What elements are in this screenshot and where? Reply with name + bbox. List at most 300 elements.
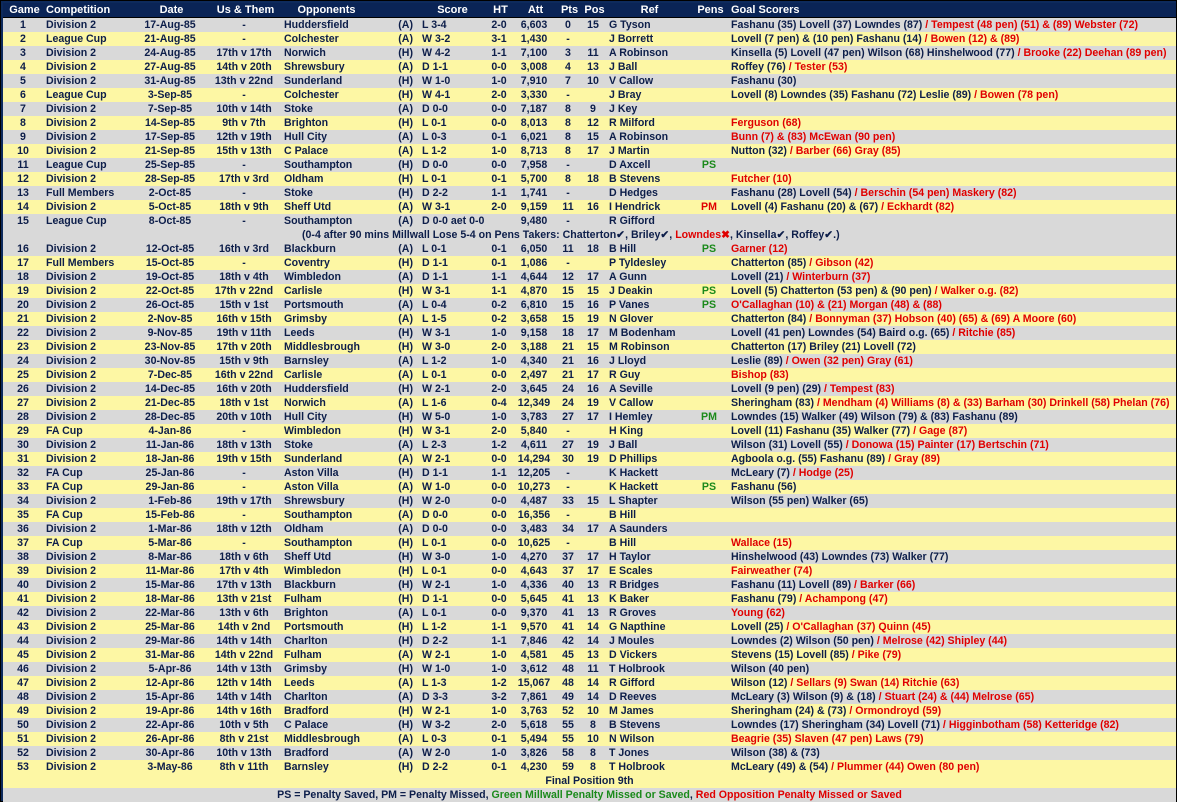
position	[580, 186, 606, 200]
goal-scorers	[728, 116, 1176, 130]
referee: J Bray	[606, 88, 690, 102]
opponent: Huddersfield	[284, 18, 366, 33]
millwall-scorers: Fashanu (56)	[731, 481, 797, 493]
goal-scorers	[728, 494, 1176, 508]
score: D 0-0	[416, 508, 486, 522]
game-number: 29	[3, 424, 43, 438]
col-opponents: Opponents	[284, 3, 366, 18]
points: 11	[556, 242, 580, 256]
match-row	[3, 466, 1176, 480]
score: W 2-1	[416, 578, 486, 592]
opponent: Bradford	[284, 746, 366, 760]
venue: (A)	[366, 690, 416, 704]
us-them: 13th v 22nd	[204, 74, 284, 88]
competition: FA Cup	[43, 466, 136, 480]
date: 1-Feb-86	[136, 494, 204, 508]
match-row	[3, 46, 1176, 60]
referee: D Reeves	[606, 690, 690, 704]
venue: (H)	[366, 578, 416, 592]
game-number: 16	[3, 242, 43, 256]
us-them: 15th v 13th	[204, 144, 284, 158]
venue: (A)	[366, 18, 416, 33]
date: 30-Apr-86	[136, 746, 204, 760]
competition: Division 2	[43, 382, 136, 396]
position: 8	[580, 718, 606, 732]
attendance: 12,349	[512, 396, 556, 410]
millwall-scorers: Fashanu (11) Lovell (89)	[731, 579, 852, 591]
goal-scorers	[728, 508, 1176, 522]
position: 14	[580, 634, 606, 648]
points: 37	[556, 564, 580, 578]
venue: (A)	[366, 214, 416, 228]
position: 19	[580, 396, 606, 410]
pens	[690, 256, 728, 270]
competition: Division 2	[43, 718, 136, 732]
competition: Division 2	[43, 634, 136, 648]
pens	[690, 340, 728, 354]
note-t1: ✔	[616, 229, 626, 241]
score: L 0-1	[416, 606, 486, 620]
opponent: Brighton	[284, 116, 366, 130]
match-row	[3, 396, 1176, 410]
match-row	[3, 634, 1176, 648]
game-number: 35	[3, 508, 43, 522]
attendance: 4,340	[512, 354, 556, 368]
pens	[690, 718, 728, 732]
attendance: 6,603	[512, 18, 556, 33]
us-them: 18th v 12th	[204, 522, 284, 536]
half-time: 2-0	[486, 88, 512, 102]
half-time: 0-0	[486, 102, 512, 116]
date: 8-Mar-86	[136, 550, 204, 564]
match-row	[3, 536, 1176, 550]
opponent: Sunderland	[284, 74, 366, 88]
game-number: 13	[3, 186, 43, 200]
attendance: 3,645	[512, 382, 556, 396]
position	[580, 88, 606, 102]
millwall-scorers: Wilson (40 pen)	[731, 663, 810, 675]
date: 22-Oct-85	[136, 284, 204, 298]
game-number: 44	[3, 634, 43, 648]
position: 16	[580, 200, 606, 214]
note-cross: ✖	[721, 229, 730, 241]
game-number: 50	[3, 718, 43, 732]
date: 28-Dec-85	[136, 410, 204, 424]
match-row	[3, 410, 1176, 424]
game-number: 11	[3, 158, 43, 172]
game-number: 37	[3, 536, 43, 550]
opponent: Charlton	[284, 690, 366, 704]
points: 40	[556, 578, 580, 592]
us-them: 10th v 5th	[204, 718, 284, 732]
points: 45	[556, 648, 580, 662]
points: 3	[556, 46, 580, 60]
attendance: 4,643	[512, 564, 556, 578]
date: 28-Sep-85	[136, 172, 204, 186]
points: 33	[556, 494, 580, 508]
score: W 2-1	[416, 704, 486, 718]
competition: Division 2	[43, 284, 136, 298]
opponent: Stoke	[284, 186, 366, 200]
date: 25-Sep-85	[136, 158, 204, 172]
match-row	[3, 732, 1176, 746]
score: L 0-4	[416, 298, 486, 312]
game-number: 53	[3, 760, 43, 774]
opposition-scorers: Walker o.g. (82)	[940, 285, 1019, 297]
points: 41	[556, 620, 580, 634]
game-number: 4	[3, 60, 43, 74]
position: 13	[580, 606, 606, 620]
attendance: 12,205	[512, 466, 556, 480]
date: 15-Apr-86	[136, 690, 204, 704]
referee: B Stevens	[606, 718, 690, 732]
half-time: 0-0	[486, 480, 512, 494]
competition: FA Cup	[43, 480, 136, 494]
match-row	[3, 116, 1176, 130]
game-number: 51	[3, 732, 43, 746]
opposition-scorers: O'Callaghan (10) & (21) Morgan (48) & (88)	[731, 299, 942, 311]
competition: Division 2	[43, 74, 136, 88]
pens: PS	[690, 242, 728, 256]
us-them: 14th v 16th	[204, 704, 284, 718]
referee: I Hendrick	[606, 200, 690, 214]
referee: K Hackett	[606, 466, 690, 480]
points: -	[556, 466, 580, 480]
score: D 1-1	[416, 256, 486, 270]
date: 30-Nov-85	[136, 354, 204, 368]
position: 12	[580, 116, 606, 130]
position	[580, 480, 606, 494]
position	[580, 32, 606, 46]
venue: (H)	[366, 760, 416, 774]
us-them: 16th v 3rd	[204, 242, 284, 256]
referee: T Holbrook	[606, 760, 690, 774]
game-number: 38	[3, 550, 43, 564]
half-time: 0-0	[486, 564, 512, 578]
opposition-scorers: Barker (66)	[859, 579, 916, 591]
half-time: 1-0	[486, 662, 512, 676]
referee: R Milford	[606, 116, 690, 130]
goal-scorers	[728, 242, 1176, 256]
attendance: 15,067	[512, 676, 556, 690]
scorer-separator: /	[783, 621, 793, 633]
us-them: 14th v 14th	[204, 634, 284, 648]
match-row	[3, 186, 1176, 200]
position: 17	[580, 144, 606, 158]
pens	[690, 438, 728, 452]
competition: Division 2	[43, 522, 136, 536]
half-time: 0-1	[486, 172, 512, 186]
venue: (H)	[366, 704, 416, 718]
match-row	[3, 760, 1176, 774]
venue: (A)	[366, 102, 416, 116]
competition: Division 2	[43, 270, 136, 284]
us-them: -	[204, 88, 284, 102]
competition: Division 2	[43, 102, 136, 116]
us-them: 18th v 13th	[204, 438, 284, 452]
match-row	[3, 270, 1176, 284]
venue: (H)	[366, 326, 416, 340]
goal-scorers	[728, 690, 1176, 704]
referee: J Ball	[606, 60, 690, 74]
pens	[690, 60, 728, 74]
us-them: -	[204, 18, 284, 33]
us-them: -	[204, 480, 284, 494]
match-row	[3, 298, 1176, 312]
position: 14	[580, 690, 606, 704]
pens: PS	[690, 480, 728, 494]
us-them: -	[204, 158, 284, 172]
game-number: 49	[3, 704, 43, 718]
points: 8	[556, 116, 580, 130]
pens	[690, 74, 728, 88]
millwall-scorers: Lovell (8) Lowndes (35) Fashanu (72) Leslie (89)	[731, 89, 972, 101]
millwall-scorers: Hinshelwood (43) Lowndes (73) Walker (77)	[731, 551, 949, 563]
millwall-scorers: Sheringham (83)	[731, 397, 815, 409]
scorer-separator: /	[922, 19, 932, 31]
opponent: Shrewsbury	[284, 494, 366, 508]
opponent: Barnsley	[284, 760, 366, 774]
goal-scorers	[728, 186, 1176, 200]
attendance: 5,700	[512, 172, 556, 186]
pens	[690, 186, 728, 200]
note-spacer	[3, 228, 284, 242]
opponent: Middlesbrough	[284, 732, 366, 746]
competition: Division 2	[43, 18, 136, 33]
points: 49	[556, 690, 580, 704]
points: 55	[556, 718, 580, 732]
legend-green: Green Millwall Penalty Missed or Saved	[491, 789, 690, 801]
match-row	[3, 494, 1176, 508]
match-row	[3, 312, 1176, 326]
points: -	[556, 32, 580, 46]
opposition-scorers: Sellars (9) Swan (14) Ritchie (63)	[796, 677, 960, 689]
date: 19-Oct-85	[136, 270, 204, 284]
pens	[690, 732, 728, 746]
pens	[690, 172, 728, 186]
penalty-note	[284, 228, 1176, 242]
game-number: 28	[3, 410, 43, 424]
score: D 1-1	[416, 592, 486, 606]
position: 19	[580, 312, 606, 326]
us-them: 19th v 17th	[204, 494, 284, 508]
attendance: 8,713	[512, 144, 556, 158]
game-number: 21	[3, 312, 43, 326]
scorer-separator: /	[851, 579, 860, 591]
half-time: 3-1	[486, 32, 512, 46]
competition: Division 2	[43, 298, 136, 312]
referee: I Hemley	[606, 410, 690, 424]
legend-red: Red Opposition Penalty Missed or Saved	[695, 789, 902, 801]
competition: Division 2	[43, 592, 136, 606]
game-number: 31	[3, 452, 43, 466]
points: 41	[556, 592, 580, 606]
half-time: 1-0	[486, 648, 512, 662]
referee: M James	[606, 704, 690, 718]
points: 15	[556, 312, 580, 326]
points: 11	[556, 200, 580, 214]
opponent: Leeds	[284, 676, 366, 690]
competition: League Cup	[43, 32, 136, 46]
date: 9-Nov-85	[136, 326, 204, 340]
millwall-scorers: Stevens (15) Lovell (85)	[731, 649, 849, 661]
score: L 0-1	[416, 172, 486, 186]
competition: Division 2	[43, 326, 136, 340]
competition: Division 2	[43, 200, 136, 214]
goal-scorers	[728, 396, 1176, 410]
pens	[690, 326, 728, 340]
score: W 2-1	[416, 452, 486, 466]
position	[580, 424, 606, 438]
half-time: 0-0	[486, 452, 512, 466]
venue: (A)	[366, 298, 416, 312]
game-number: 34	[3, 494, 43, 508]
game-number: 17	[3, 256, 43, 270]
opponent: Coventry	[284, 256, 366, 270]
attendance: 5,645	[512, 592, 556, 606]
venue: (A)	[366, 32, 416, 46]
competition: Division 2	[43, 312, 136, 326]
half-time: 0-0	[486, 60, 512, 74]
position: 18	[580, 172, 606, 186]
competition: Division 2	[43, 494, 136, 508]
opposition-scorers: Ritchie (85)	[958, 327, 1016, 339]
half-time: 1-0	[486, 326, 512, 340]
position: 15	[580, 494, 606, 508]
scorer-separator: /	[1014, 47, 1024, 59]
game-number: 14	[3, 200, 43, 214]
venue: (H)	[366, 494, 416, 508]
referee: D Hedges	[606, 186, 690, 200]
competition: Division 2	[43, 130, 136, 144]
pens	[690, 18, 728, 33]
goal-scorers	[728, 312, 1176, 326]
match-row	[3, 718, 1176, 732]
game-number: 27	[3, 396, 43, 410]
pens	[690, 116, 728, 130]
match-row	[3, 102, 1176, 116]
us-them: 17th v 3rd	[204, 172, 284, 186]
points: 12	[556, 270, 580, 284]
date: 2-Oct-85	[136, 186, 204, 200]
goal-scorers	[728, 158, 1176, 172]
us-them: -	[204, 32, 284, 46]
competition: Division 2	[43, 368, 136, 382]
referee: T Jones	[606, 746, 690, 760]
match-row	[3, 648, 1176, 662]
score: D 2-2	[416, 186, 486, 200]
note-mid2: ,	[669, 229, 676, 241]
opposition-scorers: Mendham (4) Williams (8) & (33) Barham (30) Drinkell (58) Phelan (76)	[822, 397, 1170, 409]
competition: Division 2	[43, 144, 136, 158]
half-time: 1-2	[486, 676, 512, 690]
score: D 0-0	[416, 158, 486, 172]
pens	[690, 564, 728, 578]
pens: PM	[690, 200, 728, 214]
us-them: 18th v 9th	[204, 200, 284, 214]
score: W 3-1	[416, 326, 486, 340]
score: D 2-2	[416, 634, 486, 648]
opponent: Southampton	[284, 158, 366, 172]
match-row	[3, 578, 1176, 592]
opponent: Leeds	[284, 326, 366, 340]
millwall-scorers: Sheringham (24) & (73)	[731, 705, 847, 717]
pens	[690, 620, 728, 634]
date: 1-Mar-86	[136, 522, 204, 536]
opponent: Wimbledon	[284, 564, 366, 578]
score: D 0-0	[416, 522, 486, 536]
score: L 1-2	[416, 620, 486, 634]
us-them: 17th v 17th	[204, 46, 284, 60]
position: 17	[580, 522, 606, 536]
scorer-separator: /	[851, 187, 861, 199]
date: 15-Mar-86	[136, 578, 204, 592]
header-row	[3, 3, 1176, 18]
game-number: 12	[3, 172, 43, 186]
competition: Division 2	[43, 648, 136, 662]
opposition-scorers: Beagrie (35) Slaven (47 pen) Laws (79)	[731, 733, 924, 745]
competition: Division 2	[43, 452, 136, 466]
pens	[690, 396, 728, 410]
score: L 1-2	[416, 354, 486, 368]
match-row	[3, 662, 1176, 676]
score: W 2-1	[416, 382, 486, 396]
score: W 3-2	[416, 718, 486, 732]
goal-scorers	[728, 564, 1176, 578]
venue: (H)	[366, 74, 416, 88]
half-time: 1-0	[486, 144, 512, 158]
competition: Division 2	[43, 242, 136, 256]
scorer-separator: /	[787, 677, 797, 689]
millwall-scorers: Chatterton (84)	[731, 313, 807, 325]
half-time: 1-0	[486, 704, 512, 718]
millwall-scorers: Agboola o.g. (55) Fashanu (89)	[731, 453, 886, 465]
competition: FA Cup	[43, 508, 136, 522]
note-missed: Lowndes	[675, 229, 722, 241]
half-time: 0-2	[486, 312, 512, 326]
pens	[690, 270, 728, 284]
opponent: Southampton	[284, 508, 366, 522]
attendance: 4,336	[512, 578, 556, 592]
date: 4-Jan-86	[136, 424, 204, 438]
competition: Division 2	[43, 354, 136, 368]
millwall-scorers: Nutton (32)	[731, 145, 787, 157]
goal-scorers	[728, 200, 1176, 214]
position: 15	[580, 340, 606, 354]
referee: J Ball	[606, 438, 690, 452]
match-row	[3, 284, 1176, 298]
match-row	[3, 564, 1176, 578]
position: 13	[580, 648, 606, 662]
half-time: 0-0	[486, 508, 512, 522]
half-time: 1-0	[486, 578, 512, 592]
half-time: 0-0	[486, 592, 512, 606]
venue: (H)	[366, 340, 416, 354]
pens	[690, 634, 728, 648]
competition: Division 2	[43, 746, 136, 760]
date: 21-Aug-85	[136, 32, 204, 46]
score: D 1-1	[416, 60, 486, 74]
referee: M Bodenham	[606, 326, 690, 340]
venue: (A)	[366, 312, 416, 326]
scorer-separator: /	[814, 397, 823, 409]
us-them: 17th v 20th	[204, 340, 284, 354]
half-time: 2-0	[486, 200, 512, 214]
score: W 4-2	[416, 46, 486, 60]
competition: Division 2	[43, 396, 136, 410]
points: -	[556, 508, 580, 522]
referee: A Gunn	[606, 270, 690, 284]
